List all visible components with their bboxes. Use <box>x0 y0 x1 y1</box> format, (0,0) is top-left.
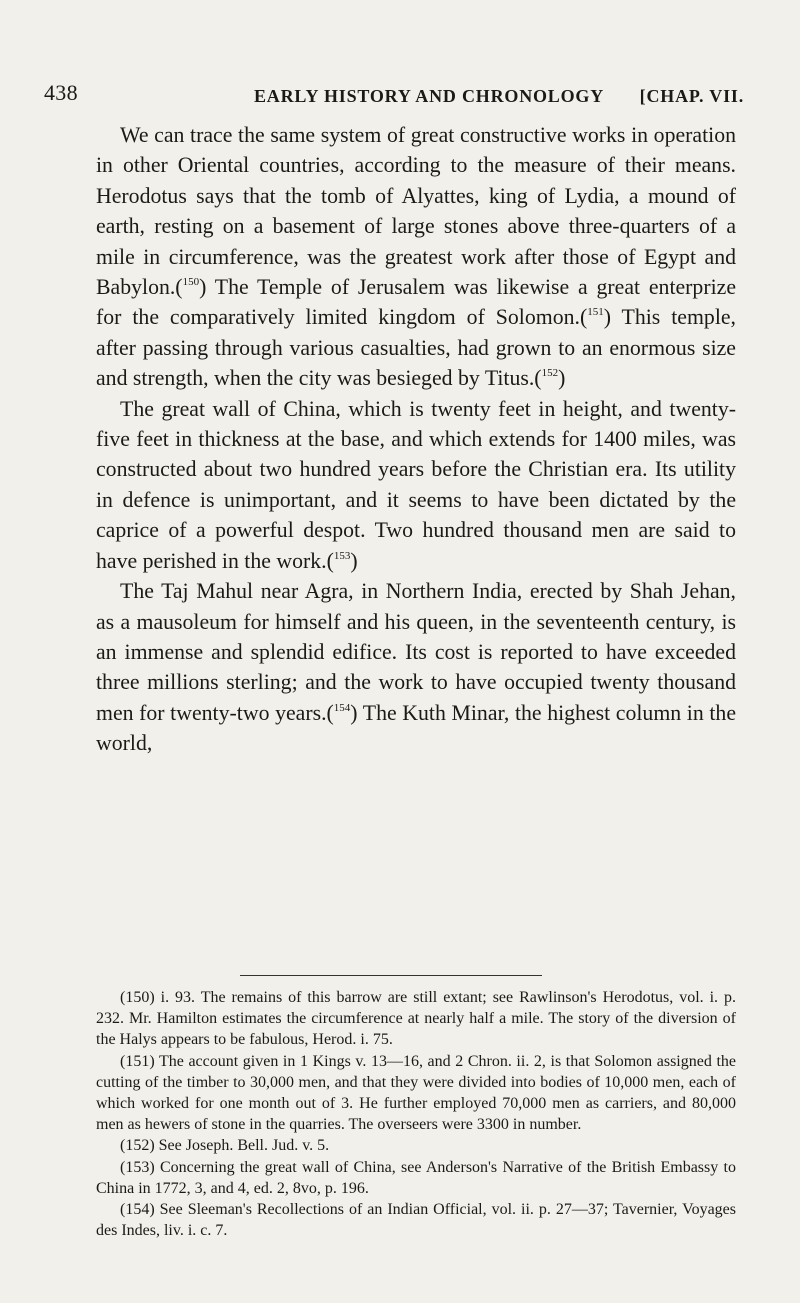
running-title: EARLY HISTORY AND CHRONOLOGY <box>254 86 604 106</box>
footnote-number: (150) <box>120 989 155 1006</box>
footnote-text: The account given in 1 Kings v. 13—16, and 2 Chron. ii. 2, is that Solomon assigned the cutting of the timber to 30,000 men, and that they were divided into bodies of 10,000 men, each of which worked for one month out of 3. He further employed 70,000 men as carriers, and 80,000 men as hewers of stone in the quarries. The overseers were 3300 in number. <box>96 1052 736 1134</box>
body-text <box>96 120 736 759</box>
footnote-text: Concerning the great wall of China, see Anderson's Narrative of the British Embassy to China in 1772, 3, and 4, ed. 2, 8vo, p. 196. <box>96 1158 736 1197</box>
chapter-label: [CHAP. VII. <box>639 86 744 106</box>
footnote-number: (152) <box>120 1137 155 1155</box>
footnote <box>96 987 736 1051</box>
paragraph: The Taj Mahul near Agra, in Northern India, erected by Shah Jehan, as a mausoleum for himself and his queen, in the seventeenth century, is an immense and splendid edifice. Its cost is reported to have exceeded three millions sterling; and the work to have occupied twenty thousand men for twenty-two years.($^{154}$) The Kuth Minar, the highest column in the world, <box>96 579 736 756</box>
footnote-ref: 151 <box>587 306 604 319</box>
footnote-ref: 150 <box>182 276 200 289</box>
footnote-text: See Sleeman's Recollections of an Indian Official, vol. ii. p. 27—37; Tavernier, Voyages des Indes, liv. i. c. 7. <box>96 1201 737 1240</box>
footnote-number: (153) <box>120 1158 155 1176</box>
footnote <box>96 1051 736 1136</box>
footnote-number: (151) <box>120 1052 155 1070</box>
running-header <box>44 80 744 110</box>
footnote <box>96 1157 736 1199</box>
footnote-number: (154) <box>120 1201 155 1219</box>
footnote-ref: 154 <box>333 701 351 714</box>
footnote-ref: 152 <box>541 367 559 380</box>
paragraph: The great wall of China, which is twenty feet in height, and twenty-five feet in thickness at the base, and which extends for 1400 miles, was constructed about two hundred years before the Christian era. Its utility in defence is unimportant, and it seems to have been dictated by the caprice of a powerful despot. Two hundred thousand men are said to have perished in the work.($^{153}$) <box>96 396 736 573</box>
page-number: 438 <box>44 80 78 105</box>
footnotes <box>96 987 736 1241</box>
footnote <box>96 1135 736 1156</box>
paragraph: We can trace the same system of great constructive works in operation in other Oriental countries, according to the measure of their means. Herodotus says that the tomb of Alyattes, king of Lydia, a mound of earth, resting on a basement of large stones above three-quarters of a mile in circumference, was the greatest work after those of Egypt and Babylon.($^{150}$) The Temple of Jerusalem was likewise a great enterprize for the comparatively limited kingdom of Solomon.($^{151}$) This temple, after passing through various casualties, had grown to an enormous size and strength, when the city was besieged by Titus.($^{152}$) <box>96 123 736 391</box>
footnote-divider <box>240 975 542 976</box>
footnote-ref: 153 <box>333 549 351 562</box>
footnote-text: See Joseph. Bell. Jud. v. 5. <box>158 1137 330 1155</box>
footnote-text: i. 93. The remains of this barrow are still extant; see Rawlinson's Herodotus, vol. i. p. 232. Mr. Hamilton estimates the circumference at nearly half a mile. The story of the diversion of the Halys appears to be fabulous, Herod. i. 75. <box>96 989 737 1049</box>
footnote <box>96 1199 736 1241</box>
